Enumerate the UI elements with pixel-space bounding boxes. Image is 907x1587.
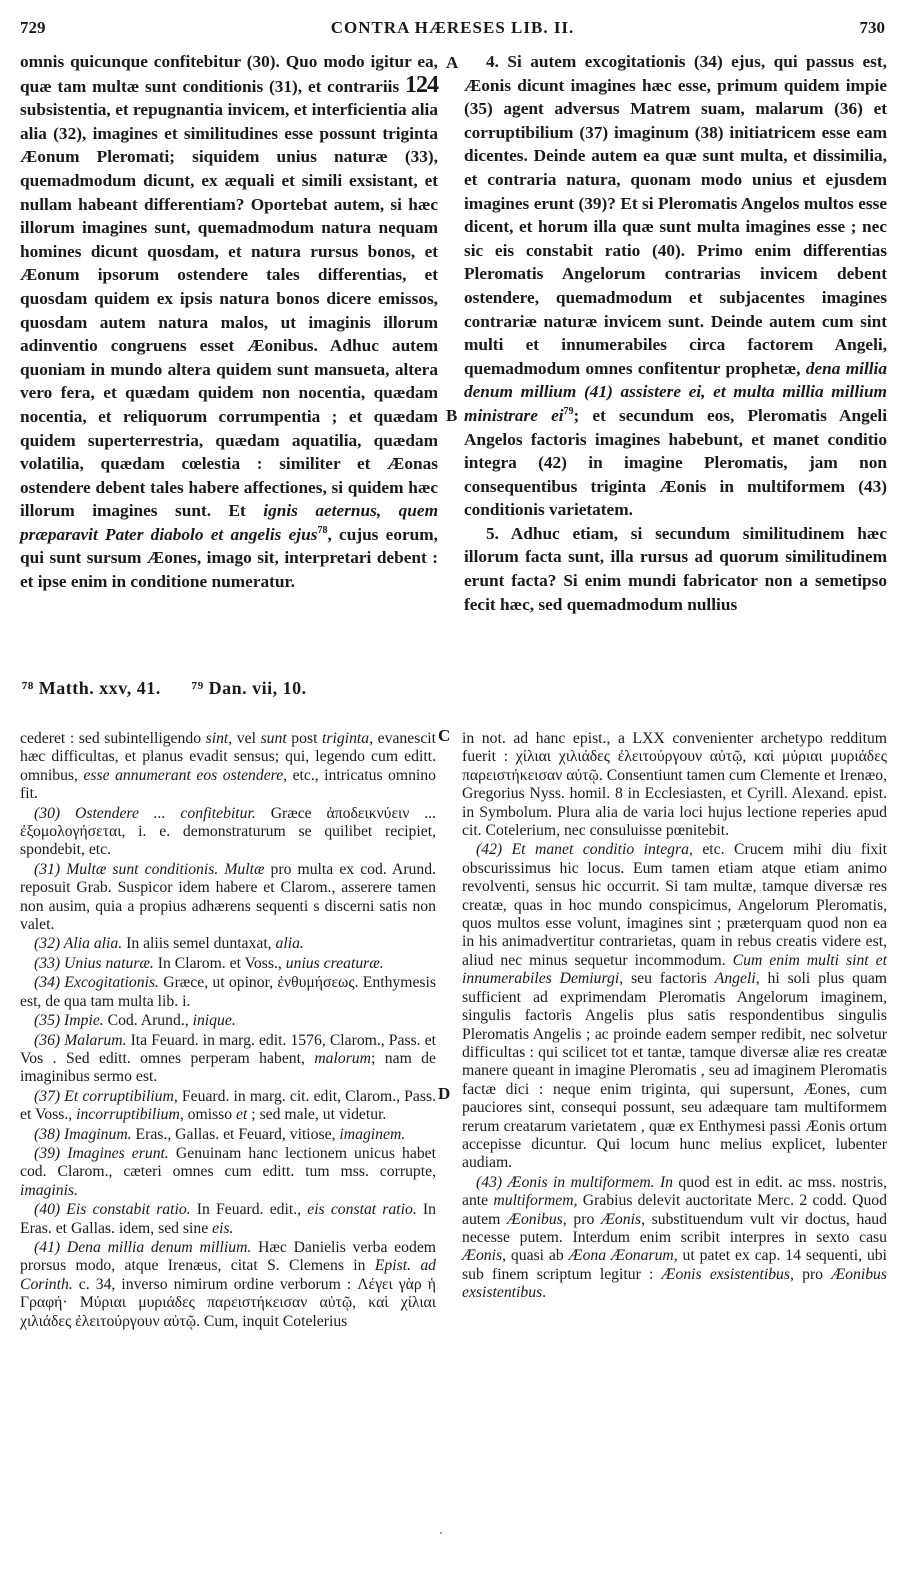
main-paragraph-3: omnis quicunque confitebitur (30). Quo modo igitur ea, quæ tam multæ sunt conditionis (31), et contrariis 124 subsistentia, et repugnantia invicem, et interficientia alia alia (32), imagines et similitudines esse possunt triginta Æonum Pleromati; siquidem unius naturæ (33), quemadmodum dicunt, ex æquali et simili exsistant, et nullam habeant differentiam? Oportebat autem, si hæc illorum imagines sunt, quemadmodum natura nequam homines dicunt quosdam, et natura rursus bonos, et Æonum ipsorum ostendere tales differentias, et quosdam quidem ex ipsis natura bonos dicere emissos, quosdam autem natura malos, ut imaginis illorum adinventio congruens esset Æonibus. Adhuc autem quoniam in mundo altera quidem sunt mansueta, altera vero fera, et quædam quidem non nocentia, quædam nocentia, et reliquorum corrumpentia ; et quædam quidem superterrestria, quædam aquatilia, quædam volatilia, quædam cœlestia : similiter et Æonas ostendere debent tales habere affectiones, si quidem hæc illorum imagines sunt. Et ignis aeternus, quem præparavit Pater diabolo et angelis ejus$^{78}$, cujus eorum, qui sunt sursum Æones, imago sit, interpretari debent : et ipse enim in conditione numeratur. [20, 52, 439, 592]
chapter-number: 124 [405, 71, 438, 98]
note-34: (34) Excogitationis. Græce, ut opinor, ἐνθυμήσεως. Enthymesis est, de qua tam multa lib. i. [20, 974, 436, 1010]
note-30: (30) Ostendere ... confitebitur. Græce ἀποδεικνύειν ... ἐξομολογήσεται, i. e. demonstraturum se quilibet recipiet, spondebit, etc. [20, 804, 436, 859]
margin-letter-a: A [446, 53, 459, 72]
note-40: (40) Eis constabit ratio. In Feuard. edit., eis constat ratio. In Eras. et Gallas. idem, sed sine eis. [20, 1201, 436, 1237]
note-39: (39) Imagines erunt. Genuinam hanc lectionem unicus habet cod. Clarom., cæteri omnes cum editt. tum mss. corrupte, imaginis. [20, 1144, 436, 1199]
footnote-ref-79: 79 [563, 406, 574, 418]
note-37: (37) Et corruptibilium, Feuard. in marg. cit. edit, Clarom., Pass. et Voss., incorruptibilium, omisso et ; sed male, ut videtur. [20, 1087, 437, 1124]
margin-letter-d: D [438, 1084, 451, 1103]
page-number-right: 730 [859, 18, 885, 37]
main-text-right [464, 50, 887, 616]
main-text-left [20, 50, 438, 594]
note-36: (36) Malarum. Ita Feuard. in marg. edit. 1576, Clarom., Pass. et Vos . Sed editt. omnes perperam habent, malorum; nam de imaginibus sermo est. [20, 1031, 436, 1086]
margin-letter-c: C [438, 726, 451, 745]
page-speck [440, 1532, 442, 1534]
note-42: (42) Et manet conditio integra, etc. Crucem mihi diu fixit obscurissimus hic locus. Eum tamen etiam atque etiam animo revolventi, sensus hic occurrit. Si tam multæ, tamque diversæ res creatæ, quas in hoc mundo conspicimus, Angelorum Pleromatis, quos multos esse volunt, imagines sint ; præterquam quod non ea in his animadvertitur contrarietas, quam in rebus creatis videre est, aliud nec minus sequetur incommodum. Cum enim multi sint et innumerabiles Demiurgi, seu factoris Angeli, hi soli plus quam sufficient ad exprimendam Pleromatis Angelorum imaginem, singulis factoris Angelis plus satis respondentibus singulis Pleromatis Angelis ; ac proinde eadem semper redibit, nec solvetur difficultas : qui scilicet tot et tantæ, tamque diversæ aliæ res creatæ manere queant in imagine Pleromatis , seu ad imaginem Pleromatis factæ dici : neque enim triginta, qui supersunt, Æones, cum pauciores sint, consequi possunt, seu adæquare tam multiformem rerum creatarum varietatem , quæ ex Enthymesi passi Æonis ortum accepisse dicuntur. Qui locum hunc melius explicet, lubenter audiam. [462, 841, 888, 1172]
notes-left [20, 730, 436, 1332]
note-41-continuation: in not. ad hanc epist., a LXX convenienter archetypo redditum fuerit : χίλιαι χιλιάδες ἐλειτούργουν αὐτῷ, καὶ μύριαι μυριάδες παρειστήκεισαν αὐτῷ. Consentiunt tamen cum Clemente et Irenæo, Gregorius Nyss. homil. 8 in Ecclesiasten, et Cyrill. Alexand. epist. in Symbolum. Plura alia de varia loci hujus lectione reperies apud cit. Cotelerium, nec consuluisse pœnitebit. [462, 730, 887, 840]
footnote-ref-78: 78 [317, 525, 328, 537]
footnote-79: ⁷⁹ Dan. vii, 10. [191, 678, 307, 698]
page-number-left: 729 [20, 18, 46, 37]
note-31: (31) Multæ sunt conditionis. Multæ pro multa ex cod. Arund. reposuit Grab. Suspicor idem habere et Clarom., asserere tamen non ausim, quia a propius adhærens sequenti s discerni satis non valet. [20, 860, 436, 934]
footnotes [22, 678, 333, 699]
note-32: (32) Alia alia. In aliis semel duntaxat, alia. [34, 935, 304, 953]
note-33: (33) Unius naturæ. In Clarom. et Voss., unius creaturæ. [34, 954, 384, 972]
notes-right [462, 730, 887, 1304]
note-35: (35) Impie. Cod. Arund., inique. [34, 1012, 236, 1030]
note-43: (43) Æonis in multiformem. In quod est in edit. ac mss. nostris, ante multiformem, Grabius delevit auctoritate Merc. 2 codd. Quod autem Æonibus, pro Æonis, substituendum vult vir doctus, haud necesse putem. Interdum enim scribit interpres in sexto casu Æonis, quasi ab Æona Æonarum, ut patet ex cap. 14 sequenti, ubi sub finem scriptum legitur : Æonis exsistentibus, pro Æonibus exsistentibus. [462, 1173, 888, 1302]
margin-letter-b: B [446, 406, 458, 425]
note-38: (38) Imaginum. Eras., Gallas. et Feuard, vitiose, imaginem. [34, 1125, 406, 1143]
page-header [14, 12, 891, 38]
footnote-78: ⁷⁸ Matth. xxv, 41. [22, 678, 161, 698]
running-title: CONTRA HÆRESES LIB. II. [330, 18, 575, 37]
main-paragraph-5: 5. Adhuc etiam, si secundum similitudinem hæc illorum facta sunt, illa rursus ad quorum similitudinem erunt facta? Si enim mundi fabricator non a semetipso fecit hæc, sed quemadmodum nullius [464, 523, 887, 614]
main-paragraph-4: 4. Si autem excogitationis (34) ejus, qui passus est, Æonis dicunt imagines hæc esse, primum quidem impie (35) agent adversus Matrem suam, malarum (36) et corruptibilium (37) imaginum (38) initiatricem esse eam dicentes. Deinde autem ea quæ sunt multa, et dissimilia, et contraria natura, quonam modo unius et ejusdem imagines erunt (39)? Et si Pleromatis Angelos multos esse dicent, et horum illa quæ sunt multa imagines esse ; nec sic eis constabit ratio (40). Primo enim differentias Pleromatis Angelorum contrarias invicem debent ostendere, quemadmodum et subjacentes imagines contrariæ naturæ invicem sunt. Deinde autem cum sint multi et innumerabiles circa factorem Angeli, quemadmodum omnes confitentur prophetæ, dena millia denum millium (41) assistere ei, et multa millia millium ministrare $ei^{79}$; et secundum eos, Pleromatis Angeli Angelos factoris imagines habebunt, et manet conditio integra (42) in imagine Pleromatis, jam non consequentibus triginta Æonis in multiformem (43) conditionis varietatem. [464, 52, 888, 520]
note-continuation: cederet : sed subintelligendo sint, vel sunt post triginta, evanescit hæc difficultas, et planus evadit sensus; qui, legendo cum editt. omnibus, esse annumerant eos ostendere, etc., intricatus omnino fit. [20, 730, 436, 803]
note-41: (41) Dena millia denum millium. Hæc Danielis verba eodem prorsus modo, atque Irenæus, citat S. Clemens in Epist. ad Corinth. c. 34, inverso nimirum ordine verborum : Λέγει γὰρ ἡ Γραφή· Μύριαι μυριάδες παρειστήκεισαν αὐτῷ, καὶ χίλιαι χιλιάδες ἐλειτούργουν αὐτῷ. Cum, inquit Cotelerius [20, 1238, 437, 1330]
